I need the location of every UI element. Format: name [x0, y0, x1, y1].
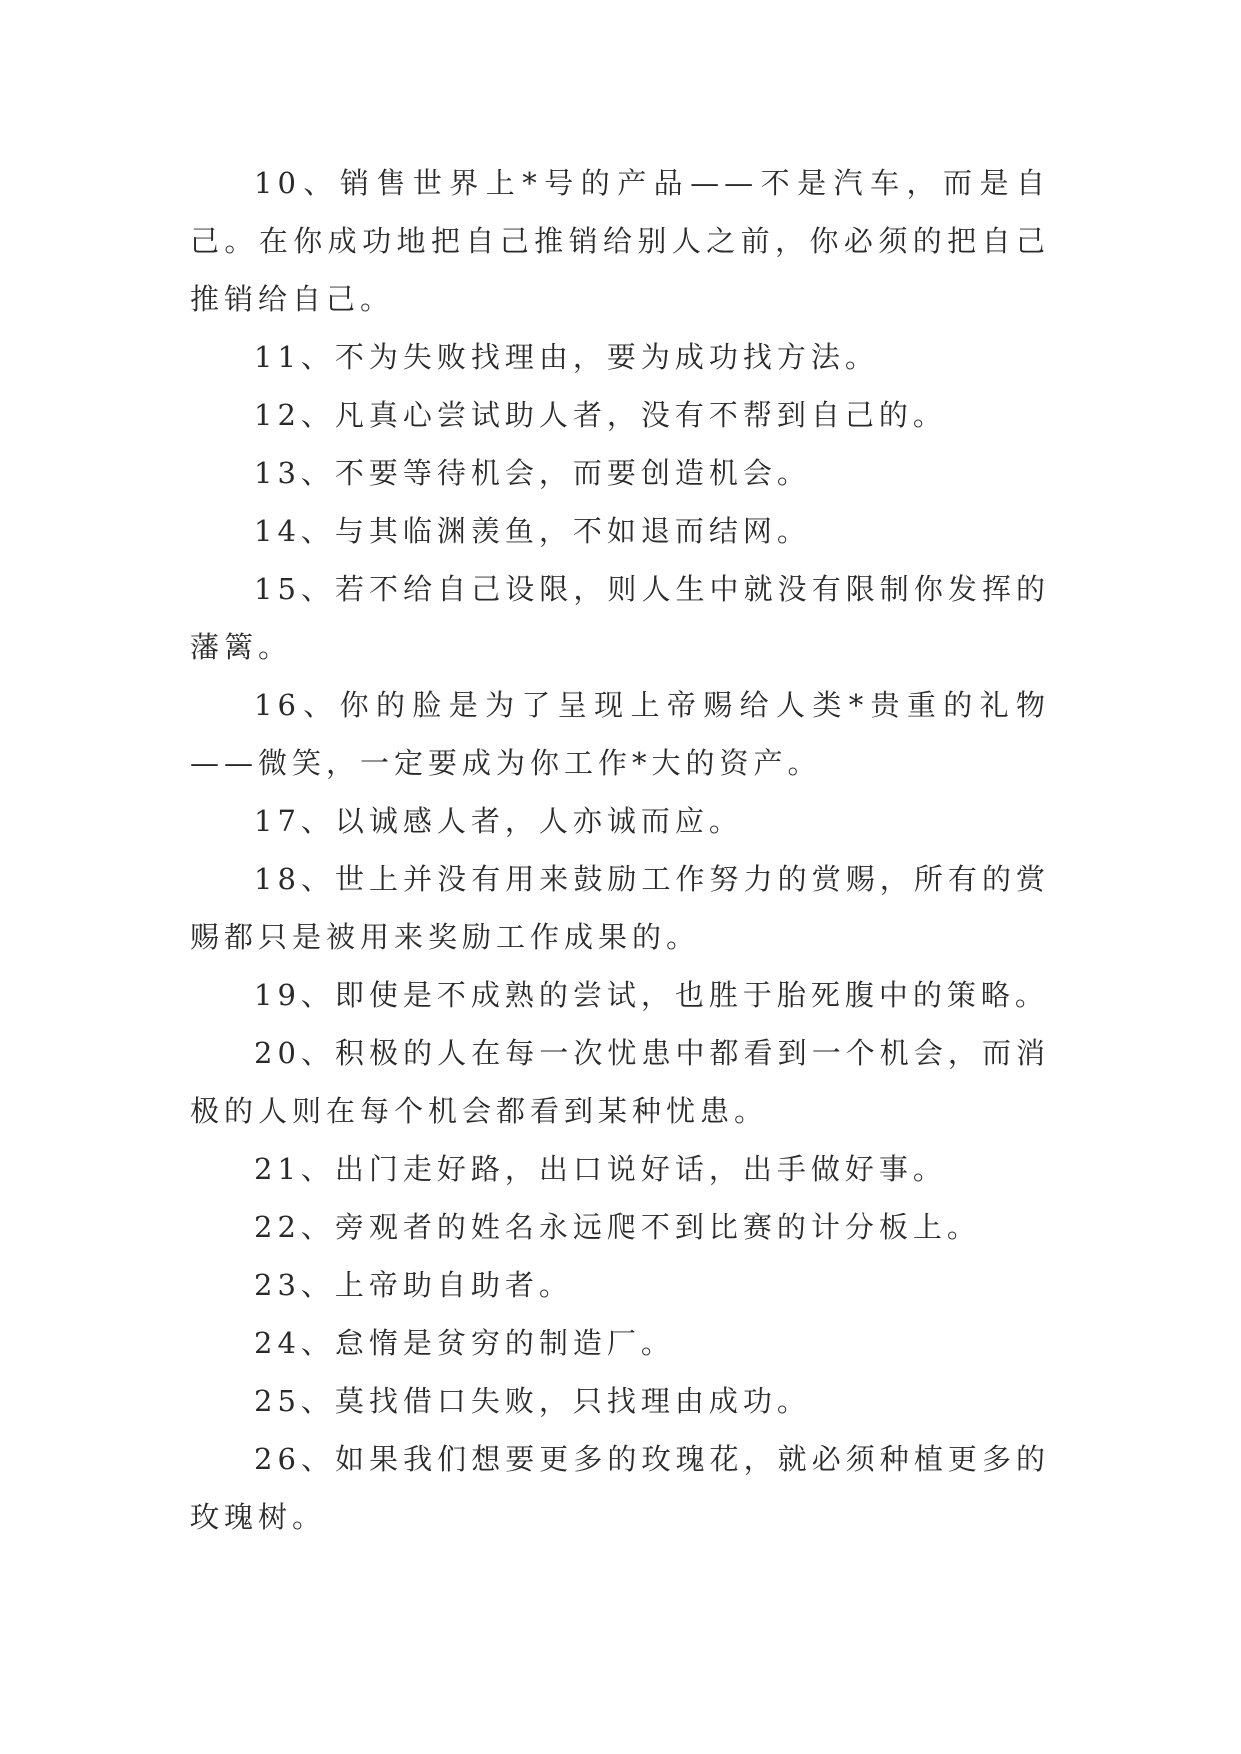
paragraph-12: 12、凡真心尝试助人者，没有不帮到自己的。 [254, 398, 947, 432]
paragraph-25: 25、莫找借口失败，只找理由成功。 [254, 1384, 811, 1418]
paragraph-18: 18、世上并没有用来鼓励工作努力的赏赐，所有的赏赐都只是被用来奖励工作成果的。 [190, 862, 1050, 954]
paragraph-17: 17、以诚感人者，人亦诚而应。 [254, 804, 743, 838]
paragraph-21: 21、出门走好路，出口说好话，出手做好事。 [254, 1152, 947, 1186]
paragraph-11: 11、不为失败找理由，要为成功找方法。 [254, 340, 879, 374]
paragraph-24: 24、怠惰是贫穷的制造厂。 [254, 1326, 675, 1360]
paragraph-13: 13、不要等待机会，而要创造机会。 [254, 456, 811, 490]
paragraph-19: 19、即使是不成熟的尝试，也胜于胎死腹中的策略。 [254, 978, 1049, 1012]
paragraph-20: 20、积极的人在每一次忧患中都看到一个机会，而消极的人则在每个机会都看到某种忧患。 [190, 1036, 1050, 1128]
paragraph-22: 22、旁观者的姓名永远爬不到比赛的计分板上。 [254, 1210, 981, 1244]
paragraph-23: 23、上帝助自助者。 [254, 1268, 573, 1302]
paragraph-26: 26、如果我们想要更多的玫瑰花，就必须种植更多的玫瑰树。 [190, 1442, 1050, 1534]
paragraph-16: 16、你的脸是为了呈现上帝赐给人类*贵重的礼物——微笑，一定要成为你工作*大的资产。 [190, 688, 1050, 780]
paragraph-10: 10、销售世界上*号的产品——不是汽车，而是自己。在你成功地把自己推销给别人之前，你必须的把自己推销给自己。 [190, 166, 1050, 316]
paragraph-14: 14、与其临渊羡鱼，不如退而结网。 [254, 514, 811, 548]
document-body [190, 154, 1050, 1546]
paragraph-15: 15、若不给自己设限，则人生中就没有限制你发挥的藩篱。 [190, 572, 1050, 664]
